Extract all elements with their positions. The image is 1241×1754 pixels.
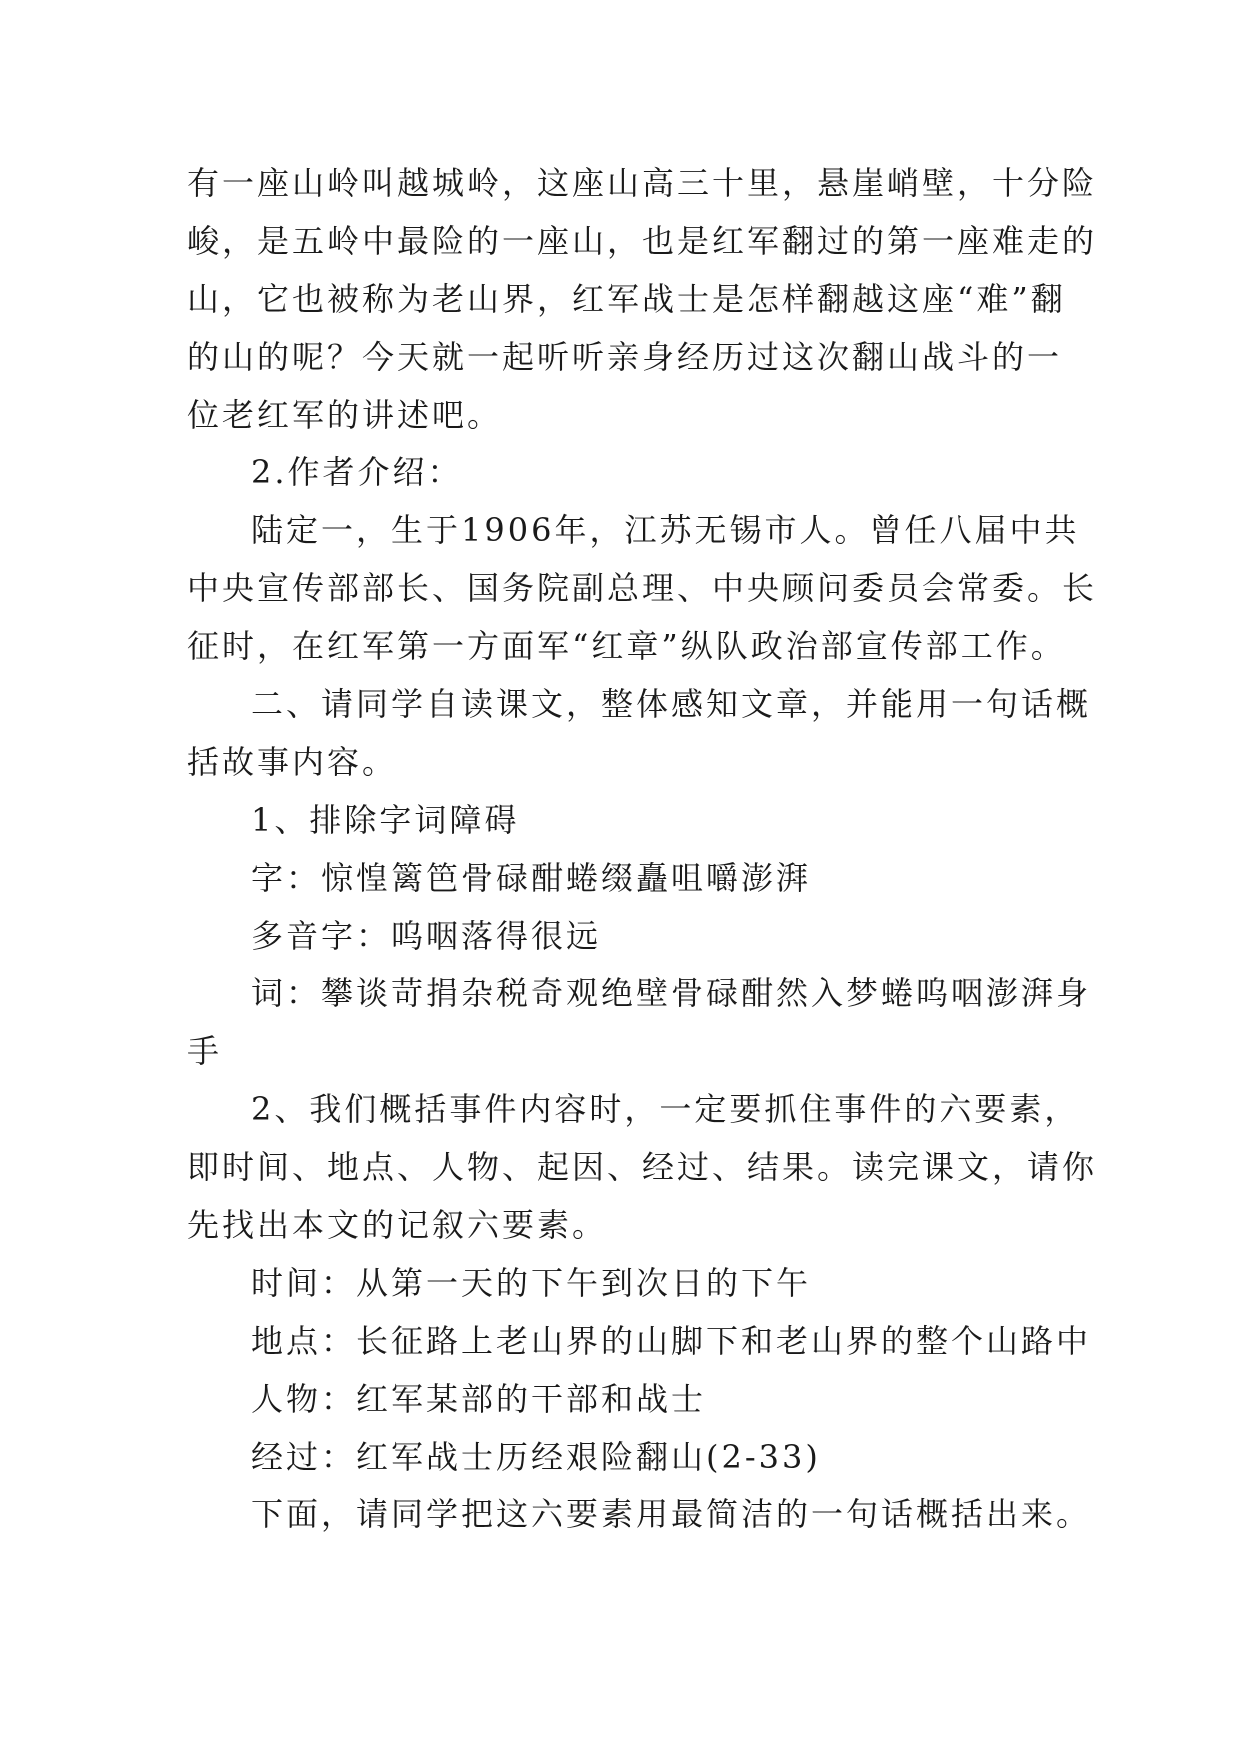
text-line-5: 位老红军的讲述吧。 (187, 395, 503, 434)
text-line-author-1: 陆定一，生于1906年，江苏无锡市人。曾任八届中共 (251, 511, 1080, 550)
text-line-elements-1: 2、我们概括事件内容时，一定要抓住事件的六要素， (251, 1090, 1080, 1129)
text-line-section-two: 括故事内容。 (187, 742, 398, 781)
text-line-characters: 字：惊惶篱笆骨碌酣蜷缀矗咀嚼澎湃 (251, 858, 812, 897)
text-line-characters-people: 人物：红军某部的干部和战士 (251, 1379, 707, 1418)
section-heading-author: 2.作者介绍： (251, 453, 463, 492)
section-heading-two: 二、请同学自读课文，整体感知文章，并能用一句话概 (251, 685, 1092, 724)
text-line-3: 山，它也被称为老山界，红军战士是怎样翻越这座“难”翻 (187, 279, 1066, 318)
text-line-elements-3: 先找出本文的记叙六要素。 (187, 1206, 608, 1245)
text-line-time: 时间：从第一天的下午到次日的下午 (251, 1263, 812, 1302)
text-line-process: 经过：红军战士历经艰险翻山(2-33) (251, 1437, 821, 1476)
text-line-elements-2: 即时间、地点、人物、起因、经过、结果。读完课文，请你 (187, 1148, 1098, 1187)
text-line-words-1: 词：攀谈苛捐杂税奇观绝壁骨碌酣然入梦蜷呜咽澎湃身 (251, 974, 1092, 1013)
text-line-words-2: 手 (187, 1032, 223, 1071)
text-line-author-2: 中央宣传部部长、国务院副总理、中央顾问委员会常委。长 (187, 569, 1098, 608)
text-line-author-3: 征时，在红军第一方面军“红章”纵队政治部宣传部工作。 (187, 627, 1066, 666)
text-line-polyphonic: 多音字：呜咽落得很远 (251, 916, 602, 955)
document-body (187, 155, 1098, 1544)
subheading-vocabulary: 1、排除字词障碍 (251, 800, 520, 839)
text-line-conclusion: 下面，请同学把这六要素用最简洁的一句话概括出来。 (251, 1495, 1092, 1534)
text-line-4: 的山的呢？今天就一起听听亲身经历过这次翻山战斗的一 (187, 337, 1063, 376)
text-line-2: 峻，是五岭中最险的一座山，也是红军翻过的第一座难走的 (187, 221, 1098, 260)
text-line-place: 地点：长征路上老山界的山脚下和老山界的整个山路中 (251, 1321, 1092, 1360)
text-line-1: 有一座山岭叫越城岭，这座山高三十里，悬崖峭壁，十分险 (187, 164, 1098, 202)
